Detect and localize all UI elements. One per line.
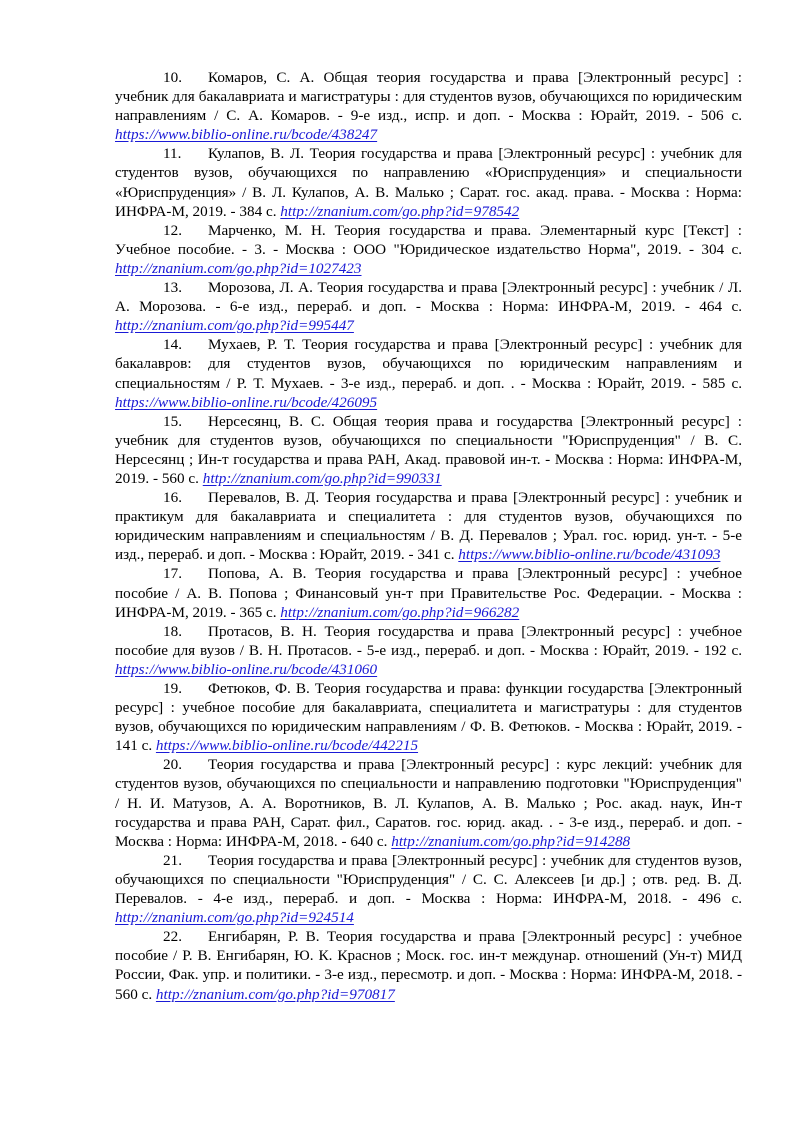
- entry-text: Теория государства и права [Электронный ресурс] : учебник для студентов вузов, обучающихся по специальности "Юриспруденция" / С. С. Алексеев [и др.] ; отв. ред. В. Д. Перевалов. - 4-е изд., перераб. и доп. - Москва : Норма: ИНФРА-М, 2018. - 496 с.: [115, 851, 742, 908]
- entry-link[interactable]: http://znanium.com/go.php?id=924514: [115, 909, 354, 927]
- entry-link[interactable]: http://znanium.com/go.php?id=1027423: [115, 259, 362, 277]
- bibliography-entry: [115, 679, 742, 755]
- entry-text: Мухаев, Р. Т. Теория государства и права [Электронный ресурс] : учебник для бакалавров: для студентов вузов, обучающихся по юридическим направлениям и специальностям / Р. Т. Мухаев. - 3-е изд., перераб. и доп. . - Москва : Юрайт, 2019. - 585 с.: [115, 336, 742, 392]
- entry-link[interactable]: http://znanium.com/go.php?id=970817: [155, 985, 395, 1003]
- bibliography-entry: [115, 755, 742, 850]
- entry-number: 20.: [163, 756, 182, 774]
- entry-link[interactable]: https://www.biblio-online.ru/bcode/431093: [458, 546, 721, 564]
- bibliography-entry: [115, 221, 742, 278]
- entry-text: Комаров, С. А. Общая теория государства и права [Электронный ресурс] : учебник для бакалавриата и магистратуры : для студентов вузов, обучающихся по юридическим направлениям / С. А. Комаров. - 9-е изд., испр. и доп. - Москва : Юрайт, 2019. - 506 с.: [115, 69, 742, 125]
- entry-number: 21.: [163, 851, 182, 869]
- bibliography-entry: [115, 144, 742, 220]
- entry-number: 17.: [163, 565, 182, 583]
- entry-number: 14.: [163, 336, 182, 354]
- bibliography-entry: [115, 564, 742, 621]
- entry-link[interactable]: https://www.biblio-online.ru/bcode/438247: [115, 126, 378, 144]
- entry-link[interactable]: http://znanium.com/go.php?id=978542: [280, 202, 520, 220]
- entry-text: Фетюков, Ф. В. Теория государства и права: функции государства [Электронный ресурс] : учебное пособие для бакалавриата, специалитета и магистратуры : для студентов вузов, обучающихся по юридическим направлениям / Ф. В. Фетюков. - Москва : Юрайт, 2019. - 141 с.: [115, 680, 742, 755]
- entry-link[interactable]: http://znanium.com/go.php?id=995447: [115, 317, 354, 335]
- entry-link[interactable]: https://www.biblio-online.ru/bcode/431060: [115, 660, 378, 678]
- entry-link[interactable]: http://znanium.com/go.php?id=990331: [202, 469, 442, 487]
- entry-text: Енгибарян, Р. В. Теория государства и права [Электронный ресурс] : учебное пособие / Р. В. Енгибарян, Ю. К. Краснов ; Моск. гос. ин-т междунар. отношений (Ун-т) МИД России, Фак. упр. и политики. - 3-е изд., пересмотр. и доп. - Москва : Норма: ИНФРА-М, 2018. - 560 с.: [115, 928, 742, 1003]
- entry-text: Кулапов, В. Л. Теория государства и права [Электронный ресурс] : учебник для студентов вузов, обучающихся по направлению «Юриспруденция» и специальности «Юриспруденция» / В. Л. Кулапов, А. В. Малько ; Сарат. гос. акад. права. - Москва : Норма: ИНФРА-М, 2019. - 384 с.: [115, 145, 742, 220]
- entry-number: 13.: [163, 279, 182, 297]
- bibliography-entry: [115, 488, 742, 564]
- entry-number: 18.: [163, 622, 182, 640]
- bibliography-entry: [115, 927, 742, 1003]
- entry-link[interactable]: https://www.biblio-online.ru/bcode/426095: [115, 393, 378, 411]
- bibliography-entry: [115, 622, 742, 679]
- entry-text: Попова, А. В. Теория государства и права [Электронный ресурс] : учебное пособие / А. В. Попова ; Финансовый ун-т при Правительстве Рос. Федерации. - Москва : ИНФРА-М, 2019. - 365 с.: [115, 565, 742, 621]
- entry-number: 22.: [163, 928, 182, 946]
- entry-link[interactable]: https://www.biblio-online.ru/bcode/442215: [155, 737, 419, 755]
- entry-text: Протасов, В. Н. Теория государства и права [Электронный ресурс] : учебное пособие для вузов / В. Н. Протасов. - 5-е изд., перераб. и доп. - Москва : Юрайт, 2019. - 192 с.: [115, 622, 742, 659]
- entry-text: Перевалов, В. Д. Теория государства и права [Электронный ресурс] : учебник и практикум для бакалавриата и специалитета : для студентов вузов, обучающихся по юридическим направлениям и специальностям / В. Д. Перевалов ; Урал. гос. юрид. ун-т. - 5-е изд., перераб. и доп. - Москва : Юрайт, 2019. - 341 с.: [115, 489, 742, 564]
- entry-text: Нерсесянц, В. С. Общая теория права и государства [Электронный ресурс] : учебник для студентов вузов, обучающихся по специальности "Юриспруденция" / В. С. Нерсесянц ; Ин-т государства и права РАН, Акад. правовой ин-т. - Москва : Норма: ИНФРА-М, 2019. - 560 с.: [115, 412, 742, 487]
- entry-number: 11.: [163, 145, 182, 163]
- entry-number: 10.: [163, 69, 182, 86]
- bibliography-entry: [115, 412, 742, 488]
- bibliography-entry: [115, 68, 742, 144]
- entry-number: 12.: [163, 221, 182, 239]
- entry-text: Марченко, М. Н. Теория государства и права. Элементарный курс [Текст] : Учебное пособие. - 3. - Москва : ООО "Юридическое издательство Норма", 2019. - 304 с.: [115, 221, 742, 258]
- bibliography-list: [115, 68, 742, 1004]
- entry-number: 15.: [163, 412, 182, 430]
- entry-text: Теория государства и права [Электронный ресурс] : курс лекций: учебник для студентов вузов, обучающихся по специальности и направлению подготовки "Юриспруденция" / Н. И. Матузов, А. А. Воротников, В. Л. Кулапов, А. В. Малько ; Рос. акад. наук, Ин-т государства и права РАН, Сарат. фил., Саратов. гос. юрид. акад. . - 3-е изд., перераб. и доп. - Москва : Норма: ИНФРА-М, 2018. - 640 с.: [115, 756, 742, 850]
- bibliography-entry: [115, 335, 742, 411]
- entry-text: Морозова, Л. А. Теория государства и права [Электронный ресурс] : учебник / Л. А. Морозова. - 6-е изд., перераб. и доп. - Москва : Норма: ИНФРА-М, 2019. - 464 с.: [115, 279, 742, 316]
- bibliography-entry: [115, 278, 742, 335]
- bibliography-entry: [115, 851, 742, 927]
- entry-number: 16.: [163, 489, 182, 507]
- entry-link[interactable]: http://znanium.com/go.php?id=966282: [280, 603, 520, 621]
- entry-number: 19.: [163, 680, 182, 697]
- entry-link[interactable]: http://znanium.com/go.php?id=914288: [391, 832, 631, 850]
